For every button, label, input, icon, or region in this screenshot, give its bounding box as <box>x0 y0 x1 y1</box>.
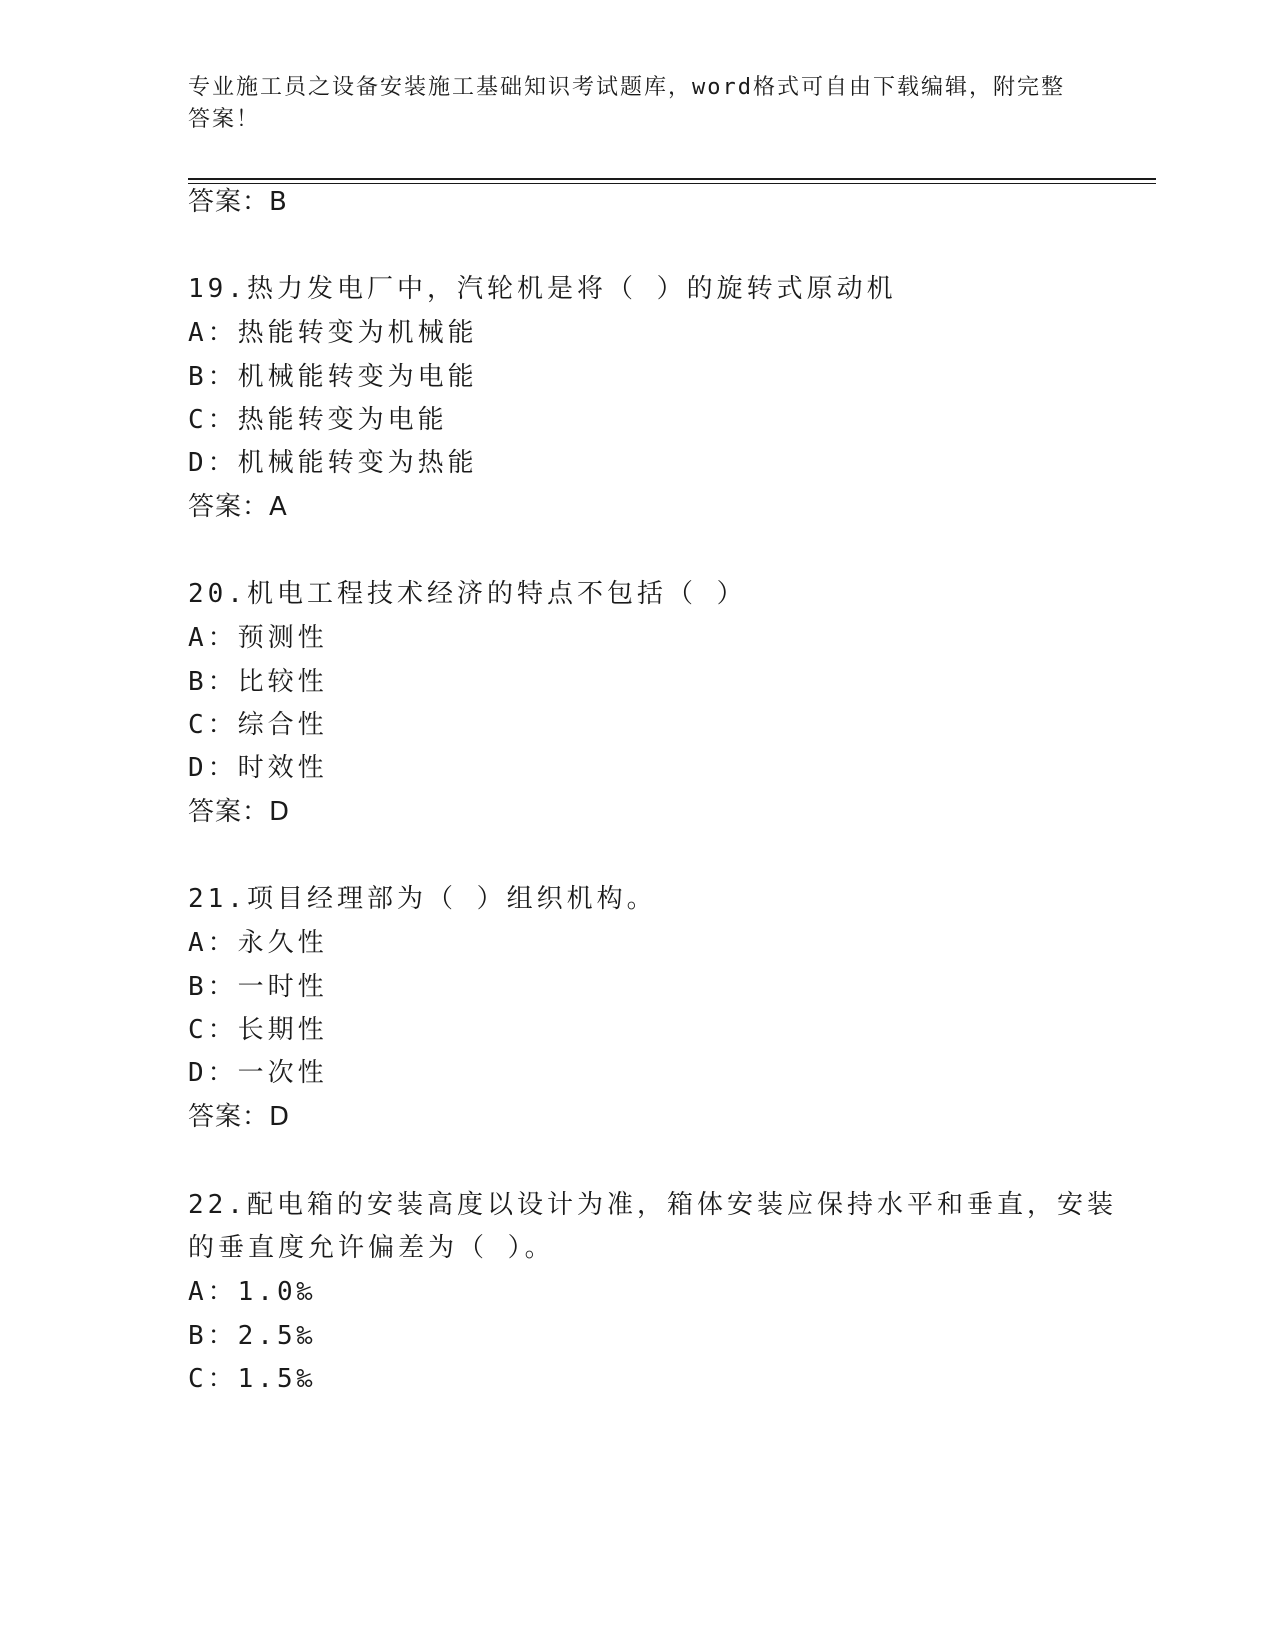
q21-option-c: C：长期性 <box>188 1015 328 1045</box>
q21-answer: 答案：D <box>188 1102 291 1132</box>
question-20: 20.机电工程技术经济的特点不包括（ ） <box>188 579 747 609</box>
q20-option-b: B：比较性 <box>188 667 328 697</box>
q21-option-a: A：永久性 <box>188 928 328 958</box>
header-divider-thin <box>188 183 1156 184</box>
question-21: 21.项目经理部为（ ）组织机构。 <box>188 884 657 914</box>
q19-option-a: A：热能转变为机械能 <box>188 318 478 348</box>
q21-option-d: D：一次性 <box>188 1058 328 1088</box>
q20-answer: 答案：D <box>188 797 291 827</box>
question-22-line1: 22.配电箱的安装高度以设计为准，箱体安装应保持水平和垂直，安装 <box>188 1190 1117 1220</box>
q19-answer: 答案：A <box>188 492 288 522</box>
answer-prev: 答案：B <box>188 187 288 217</box>
q20-option-a: A：预测性 <box>188 623 328 653</box>
q22-option-a: A：1.0‰ <box>188 1277 317 1307</box>
header-divider <box>188 178 1156 180</box>
q19-option-b: B：机械能转变为电能 <box>188 362 478 392</box>
q22-option-b: B：2.5‰ <box>188 1321 317 1351</box>
q19-option-c: C：热能转变为电能 <box>188 405 448 435</box>
q21-option-b: B：一时性 <box>188 972 328 1002</box>
q19-option-d: D：机械能转变为热能 <box>188 448 478 478</box>
document-header: 专业施工员之设备安装施工基础知识考试题库，word格式可自由下载编辑，附完整答案！ <box>188 75 1065 132</box>
question-22-line2: 的垂直度允许偏差为（ ）。 <box>188 1233 555 1263</box>
q22-option-c: C：1.5‰ <box>188 1364 317 1394</box>
question-19: 19.热力发电厂中，汽轮机是将（ ）的旋转式原动机 <box>188 274 897 304</box>
q20-option-c: C：综合性 <box>188 710 328 740</box>
q20-option-d: D：时效性 <box>188 753 328 783</box>
